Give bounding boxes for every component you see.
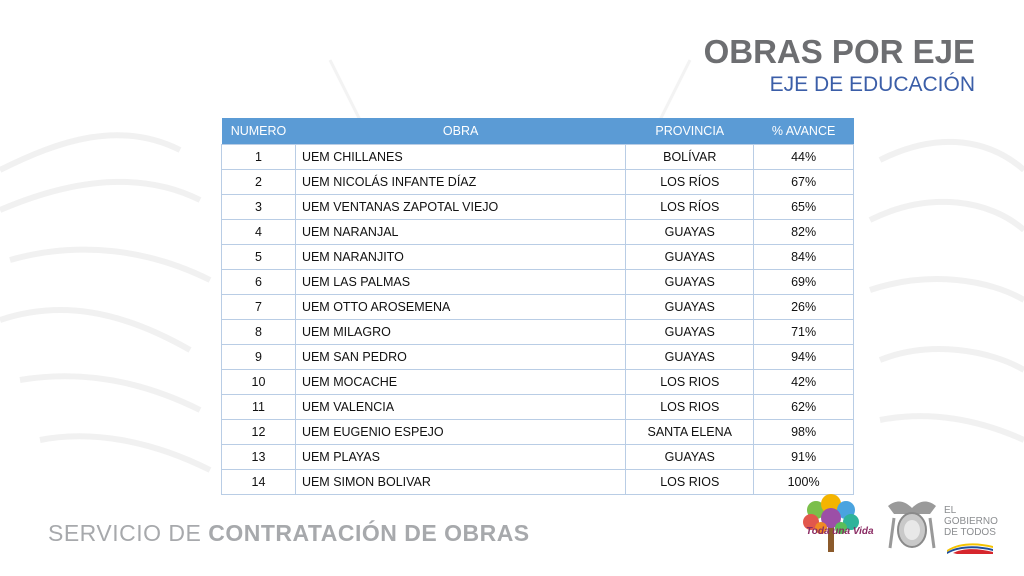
cell-obra: UEM VENTANAS ZAPOTAL VIEJO bbox=[295, 195, 625, 220]
cell-avance: 42% bbox=[754, 370, 854, 395]
page-subtitle: EJE DE EDUCACIÓN bbox=[769, 73, 975, 96]
cell-numero: 12 bbox=[222, 420, 296, 445]
cell-provincia: BOLÍVAR bbox=[626, 145, 754, 170]
table-row bbox=[222, 370, 854, 395]
cell-obra: UEM NICOLÁS INFANTE DÍAZ bbox=[295, 170, 625, 195]
cell-avance: 82% bbox=[754, 220, 854, 245]
cell-provincia: GUAYAS bbox=[626, 245, 754, 270]
cell-avance: 69% bbox=[754, 270, 854, 295]
page-title: OBRAS POR EJE bbox=[703, 33, 975, 70]
cell-numero: 13 bbox=[222, 445, 296, 470]
cell-provincia: GUAYAS bbox=[626, 270, 754, 295]
cell-obra: UEM OTTO AROSEMENA bbox=[295, 295, 625, 320]
cell-provincia: LOS RÍOS bbox=[626, 195, 754, 220]
ecuador-crest-icon bbox=[884, 496, 940, 554]
table-row bbox=[222, 145, 854, 170]
cell-provincia: GUAYAS bbox=[626, 445, 754, 470]
cell-obra: UEM NARANJAL bbox=[295, 220, 625, 245]
cell-numero: 3 bbox=[222, 195, 296, 220]
cell-obra: UEM CHILLANES bbox=[295, 145, 625, 170]
table-header-row bbox=[222, 118, 854, 145]
cell-avance: 94% bbox=[754, 345, 854, 370]
toda-una-vida-text: Toda una Vida bbox=[806, 526, 874, 537]
cell-provincia: LOS RIOS bbox=[626, 370, 754, 395]
table-row bbox=[222, 420, 854, 445]
gobierno-de-todos-logo bbox=[944, 505, 998, 538]
cell-numero: 2 bbox=[222, 170, 296, 195]
cell-avance: 62% bbox=[754, 395, 854, 420]
cell-avance: 98% bbox=[754, 420, 854, 445]
cell-avance: 71% bbox=[754, 320, 854, 345]
cell-provincia: LOS RIOS bbox=[626, 470, 754, 495]
works-table bbox=[221, 118, 854, 495]
cell-obra: UEM NARANJITO bbox=[295, 245, 625, 270]
cell-numero: 4 bbox=[222, 220, 296, 245]
cell-obra: UEM SIMON BOLIVAR bbox=[295, 470, 625, 495]
cell-obra: UEM VALENCIA bbox=[295, 395, 625, 420]
column-header-provincia: PROVINCIA bbox=[626, 118, 754, 145]
cell-avance: 65% bbox=[754, 195, 854, 220]
cell-provincia: LOS RÍOS bbox=[626, 170, 754, 195]
cell-provincia: SANTA ELENA bbox=[626, 420, 754, 445]
column-header-numero: NUMERO bbox=[222, 118, 296, 145]
cell-provincia: LOS RIOS bbox=[626, 395, 754, 420]
cell-avance: 91% bbox=[754, 445, 854, 470]
cell-numero: 10 bbox=[222, 370, 296, 395]
column-header-avance: % AVANCE bbox=[754, 118, 854, 145]
cell-numero: 9 bbox=[222, 345, 296, 370]
cell-provincia: GUAYAS bbox=[626, 320, 754, 345]
table-row bbox=[222, 195, 854, 220]
table-row bbox=[222, 245, 854, 270]
cell-obra: UEM MOCACHE bbox=[295, 370, 625, 395]
agency-footer-logo bbox=[48, 520, 530, 547]
table-row bbox=[222, 470, 854, 495]
table-row bbox=[222, 170, 854, 195]
cell-avance: 26% bbox=[754, 295, 854, 320]
agency-name-bold: CONTRATACIÓN DE OBRAS bbox=[208, 520, 530, 546]
cell-obra: UEM LAS PALMAS bbox=[295, 270, 625, 295]
cell-numero: 6 bbox=[222, 270, 296, 295]
cell-numero: 5 bbox=[222, 245, 296, 270]
gov-line-1: EL bbox=[944, 505, 957, 516]
table-row bbox=[222, 270, 854, 295]
cell-provincia: GUAYAS bbox=[626, 345, 754, 370]
gov-line-2: GOBIERNO bbox=[944, 516, 998, 527]
table-row bbox=[222, 445, 854, 470]
cell-obra: UEM MILAGRO bbox=[295, 320, 625, 345]
cell-provincia: GUAYAS bbox=[626, 295, 754, 320]
table-row bbox=[222, 320, 854, 345]
cell-obra: UEM PLAYAS bbox=[295, 445, 625, 470]
gov-line-3: DE TODOS bbox=[944, 527, 996, 538]
table-row bbox=[222, 395, 854, 420]
cell-avance: 84% bbox=[754, 245, 854, 270]
cell-avance: 100% bbox=[754, 470, 854, 495]
flag-stripes-icon bbox=[947, 540, 993, 554]
table-row bbox=[222, 295, 854, 320]
cell-avance: 44% bbox=[754, 145, 854, 170]
cell-avance: 67% bbox=[754, 170, 854, 195]
cell-obra: UEM EUGENIO ESPEJO bbox=[295, 420, 625, 445]
cell-numero: 14 bbox=[222, 470, 296, 495]
table-row bbox=[222, 345, 854, 370]
column-header-obra: OBRA bbox=[295, 118, 625, 145]
cell-provincia: GUAYAS bbox=[626, 220, 754, 245]
table-row bbox=[222, 220, 854, 245]
cell-numero: 7 bbox=[222, 295, 296, 320]
cell-numero: 8 bbox=[222, 320, 296, 345]
toda-una-vida-tree-logo bbox=[796, 492, 866, 556]
cell-numero: 11 bbox=[222, 395, 296, 420]
cell-obra: UEM SAN PEDRO bbox=[295, 345, 625, 370]
cell-numero: 1 bbox=[222, 145, 296, 170]
agency-name-light: SERVICIO DE bbox=[48, 520, 209, 546]
